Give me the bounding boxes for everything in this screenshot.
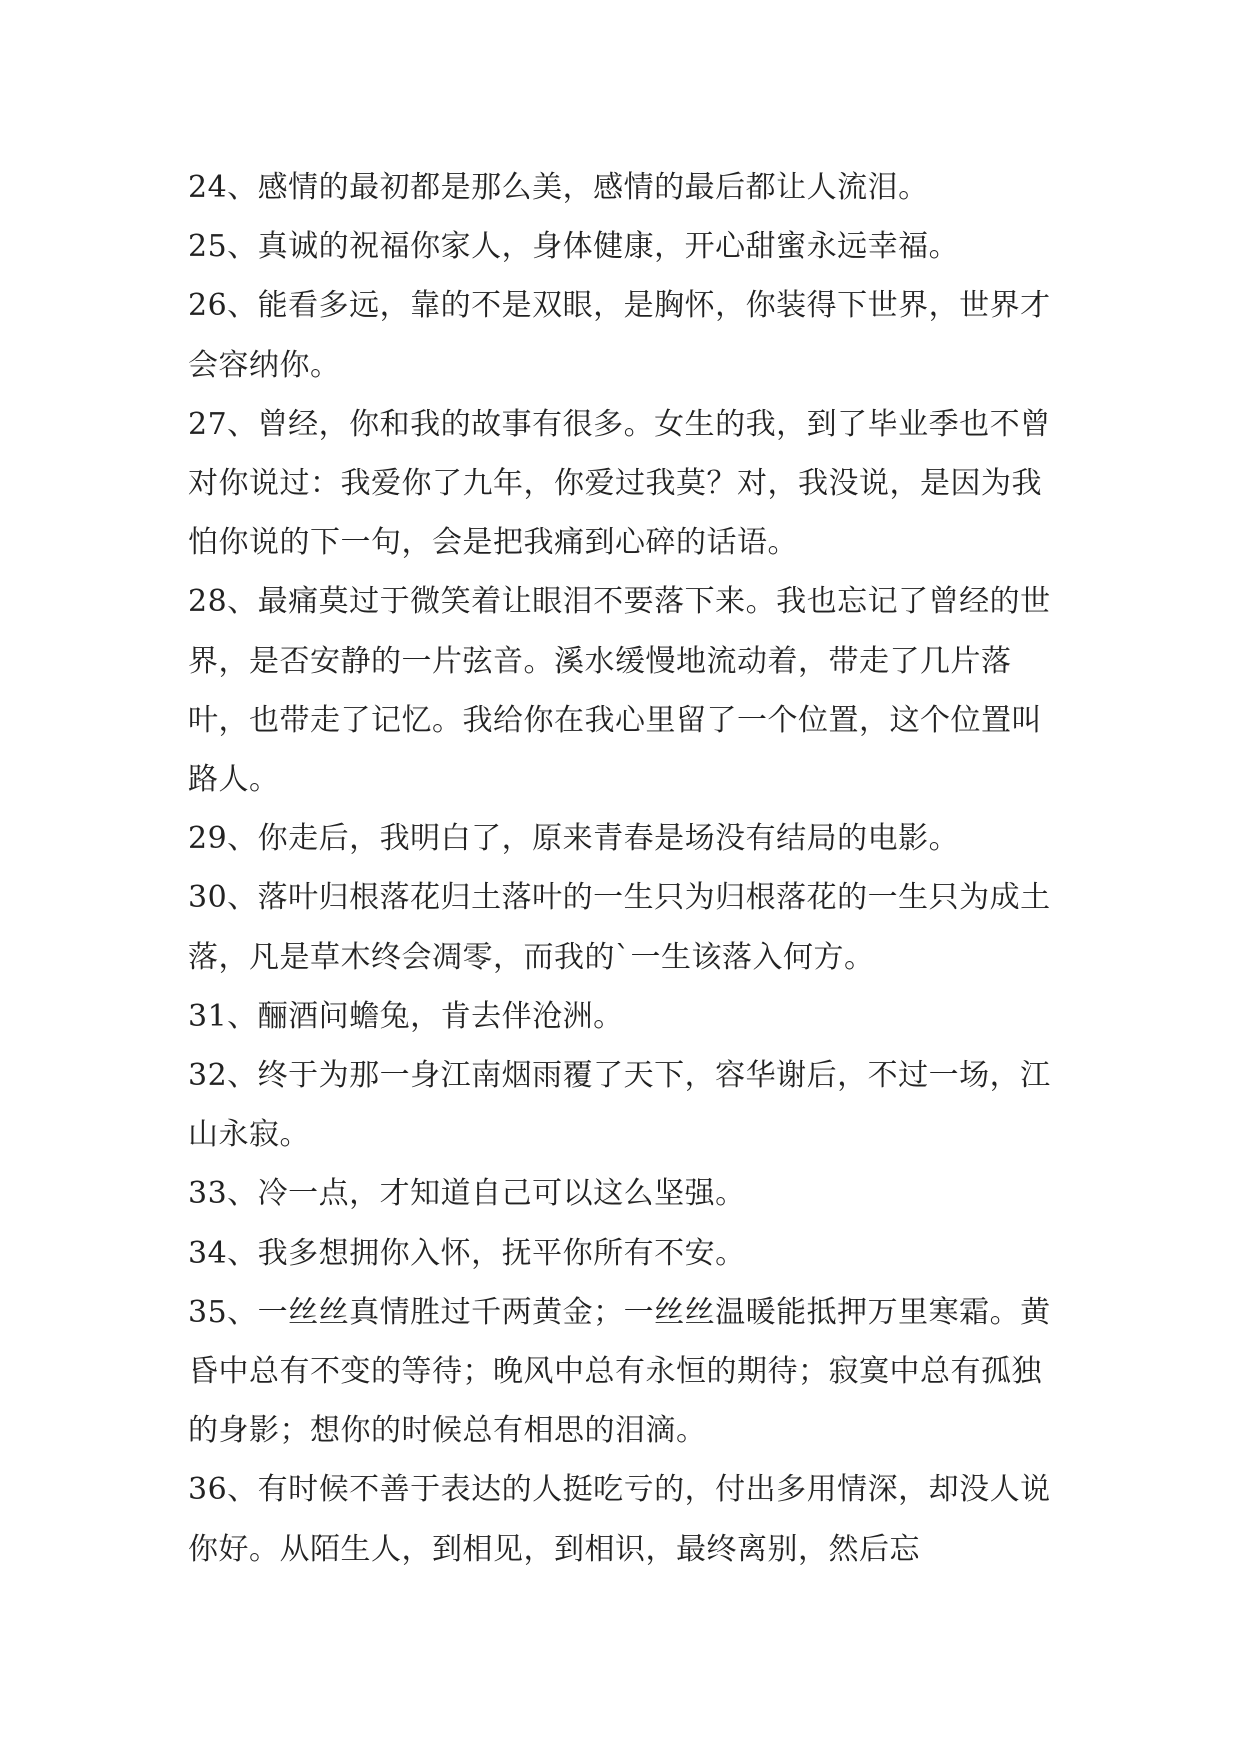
text-entry-35: 35、一丝丝真情胜过千两黄金；一丝丝温暖能抵押万里寒霜。黄昏中总有不变的等待；晚风中总有永恒的期待；寂寞中总有孤独的身影；想你的时候总有相思的泪滴。 [188, 1294, 1051, 1449]
text-entry-31: 31、酾酒问蟾兔，肯去伴沧洲。 [188, 998, 624, 1034]
text-entry-33: 33、冷一点，才知道自己可以这么坚强。 [188, 1176, 746, 1212]
text-entry-26: 26、能看多远，靠的不是双眼，是胸怀，你装得下世界，世界才会容纳你。 [188, 288, 1051, 383]
text-entry-29: 29、你走后，我明白了，原来青春是场没有结局的电影。 [188, 821, 960, 857]
document-body [188, 158, 1068, 1579]
text-entry-25: 25、真诚的祝福你家人，身体健康，开心甜蜜永远幸福。 [188, 229, 960, 265]
text-entry-24: 24、感情的最初都是那么美，感情的最后都让人流泪。 [188, 170, 929, 205]
text-entry-28: 28、最痛莫过于微笑着让眼泪不要落下来。我也忘记了曾经的世界，是否安静的一片弦音。溪水缓慢地流动着，带走了几片落叶，也带走了记忆。我给你在我心里留了一个位置，这个位置叫路人。 [188, 584, 1051, 798]
text-entry-34: 34、我多想拥你入怀，抚平你所有不安。 [188, 1235, 746, 1271]
text-entry-36: 36、有时候不善于表达的人挺吃亏的，付出多用情深，却没人说你好。从陌生人，到相见，到相识，最终离别，然后忘 [188, 1472, 1051, 1567]
text-entry-30: 30、落叶归根落花归土落叶的一生只为归根落花的一生只为成土落，凡是草木终会凋零，而我的`一生该落入何方。 [188, 880, 1051, 975]
text-entry-32: 32、终于为那一身江南烟雨覆了天下，容华谢后，不过一场，江山永寂。 [188, 1058, 1051, 1153]
text-entry-27: 27、曾经，你和我的故事有很多。女生的我，到了毕业季也不曾对你说过：我爱你了九年，你爱过我莫？对，我没说，是因为我怕你说的下一句，会是把我痛到心碎的话语。 [188, 406, 1051, 561]
